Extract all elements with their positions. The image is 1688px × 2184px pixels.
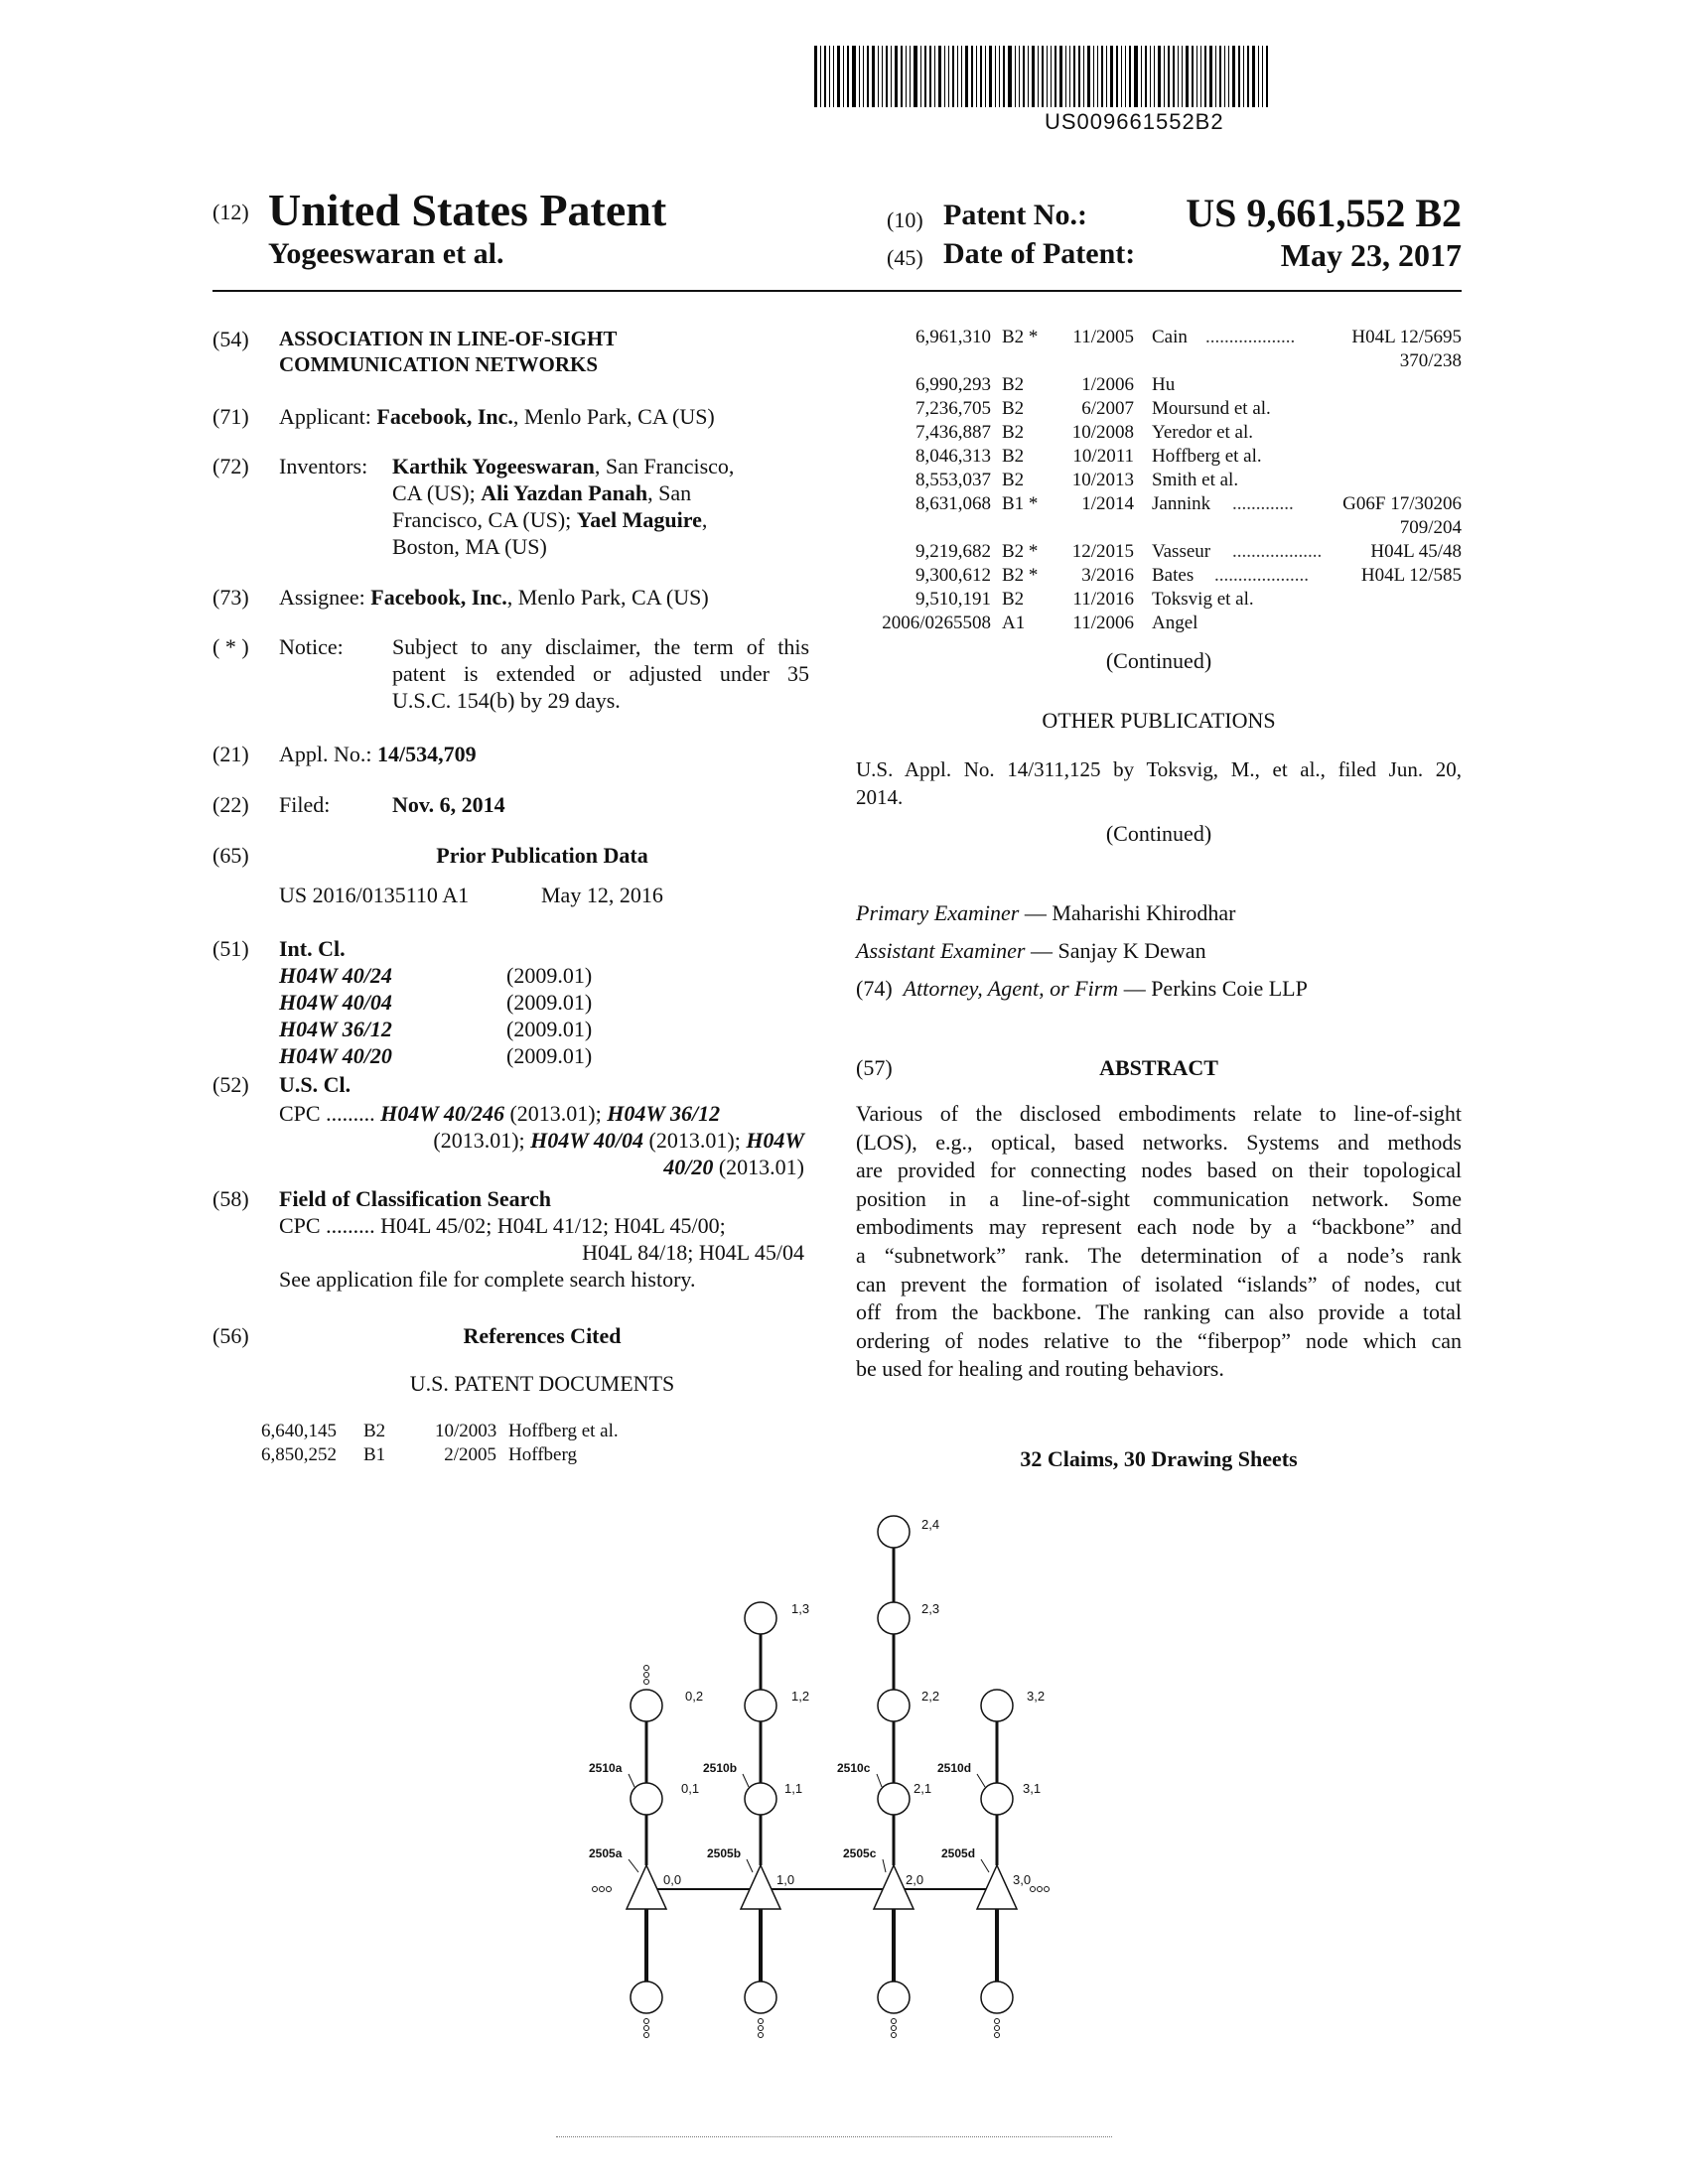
ref-kind: B2	[1002, 470, 1025, 490]
node-label: 2,0	[906, 1872, 924, 1887]
node-circle	[981, 1783, 1013, 1815]
ref-name: Moursund et al.	[1152, 398, 1271, 419]
node-label: 3,2	[1027, 1689, 1046, 1704]
other-pubs-heading: OTHER PUBLICATIONS	[1042, 708, 1276, 733]
node-circle	[981, 1981, 1013, 2013]
ref-kind: B2	[363, 1421, 386, 1441]
ellipsis-dot	[644, 1673, 649, 1678]
int-cl-class: H04W 40/04	[279, 990, 392, 1015]
node-label: 2,4	[921, 1517, 940, 1532]
applicant-name: Facebook, Inc.	[376, 404, 513, 429]
ellipsis-dot	[892, 2026, 897, 2031]
ref-class: G06F 17/30206	[1342, 493, 1462, 514]
int-cl-version: (2009.01)	[506, 990, 593, 1015]
ref-date: 12/2015	[1071, 541, 1134, 562]
node-circle	[745, 1690, 776, 1721]
node-circle	[878, 1783, 910, 1815]
abstract-line: (LOS), e.g., optical, based networks. Systems and methods	[856, 1129, 1462, 1155]
title-code: (54)	[212, 327, 249, 351]
refs-heading: References Cited	[463, 1323, 622, 1348]
ref-date: 2/2005	[444, 1444, 496, 1465]
inventor-short: Yogeeswaran et al.	[268, 237, 504, 270]
node-circle	[745, 1783, 776, 1815]
ref-name: Jannink	[1152, 493, 1211, 514]
ref-kind: B2	[1002, 446, 1025, 467]
abstract-code: (57)	[856, 1055, 893, 1080]
abstract-line: can prevent the formation of isolated “islands” of nodes, cut	[856, 1271, 1462, 1297]
ref-kind: B2 *	[1002, 565, 1039, 586]
ref-number: 7,436,887	[915, 422, 991, 443]
ref-class-secondary: 709/204	[1399, 517, 1462, 538]
field-heading: Field of Classification Search	[279, 1186, 551, 1211]
int-cl-heading: Int. Cl.	[279, 936, 346, 961]
application-number: Appl. No.: 14/534,709	[279, 742, 477, 766]
ref-kind: B2 *	[1002, 327, 1039, 347]
filed-code: (22)	[212, 792, 249, 817]
ref-date: 10/2013	[1071, 470, 1134, 490]
abstract-line: be used for healing and routing behaviors.	[856, 1356, 1224, 1382]
int-cl-code: (51)	[212, 936, 249, 961]
reference-numeral: 2505c	[843, 1846, 877, 1860]
abstract-line: embodiments may represent each node by a “backbone” and	[856, 1214, 1462, 1240]
leader-line	[977, 1774, 985, 1787]
abstract-line: a “subnetwork” rank. The determination of a node’s rank	[856, 1243, 1462, 1268]
patent-type-title: United States Patent	[268, 185, 667, 235]
ref-name: Hoffberg et al.	[508, 1421, 619, 1441]
ref-number: 9,219,682	[915, 541, 991, 562]
ref-date: 1/2014	[1081, 493, 1134, 514]
ellipsis-dot	[600, 1887, 605, 1892]
invention-title-line1: ASSOCIATION IN LINE-OF-SIGHT	[279, 327, 618, 350]
ref-kind: B2	[1002, 422, 1025, 443]
field-cpc-line1: CPC ......... H04L 45/02; H04L 41/12; H04L 45/00;	[279, 1213, 726, 1238]
ref-number: 6,850,252	[261, 1444, 337, 1465]
reference-numeral: 2510b	[703, 1761, 738, 1775]
ref-number: 2006/0265508	[882, 613, 991, 633]
abstract-line: position in a line-of-sight communication network. Some	[856, 1185, 1462, 1211]
ref-date: 10/2011	[1072, 446, 1134, 467]
reference-numeral: 2505d	[941, 1846, 976, 1860]
ref-kind: B2	[1002, 589, 1025, 610]
ellipsis-dot	[892, 2019, 897, 2024]
ref-date: 10/2008	[1071, 422, 1134, 443]
node-circle	[878, 1981, 910, 2013]
node-label: 1,3	[791, 1601, 810, 1616]
ellipsis-dot	[644, 2026, 649, 2031]
node-circle	[631, 1690, 662, 1721]
us-cl-heading: U.S. Cl.	[279, 1072, 352, 1097]
node-label: 0,1	[681, 1781, 700, 1796]
us-docs-heading: U.S. PATENT DOCUMENTS	[409, 1371, 675, 1396]
inventors-code: (72)	[212, 454, 249, 478]
abstract-line: ordering of nodes relative to the “fiberpop” node which can	[856, 1327, 1462, 1353]
invention-title-line2: COMMUNICATION NETWORKS	[279, 352, 599, 376]
inventors-line4: Boston, MA (US)	[392, 534, 547, 559]
node-circle	[878, 1602, 910, 1634]
notice-line2: patent is extended or adjusted under 35	[392, 661, 809, 686]
us-cl-cpc-line1: CPC ......... H04W 40/246 (2013.01); H04W 36/12	[279, 1101, 721, 1126]
filed-date: Nov. 6, 2014	[392, 792, 505, 817]
ref-name: Hoffberg et al.	[1152, 446, 1262, 467]
ref-name: Hu	[1152, 374, 1176, 395]
ref-name: Cain	[1152, 327, 1188, 347]
reference-numeral: 2505a	[589, 1846, 623, 1860]
us-cl-code: (52)	[212, 1072, 249, 1097]
node-label: 2,3	[921, 1601, 940, 1616]
ref-number: 8,553,037	[915, 470, 991, 490]
us-cl-cpc-line2: (2013.01); H04W 40/04 (2013.01); H04W	[433, 1128, 804, 1153]
field-see: See application file for complete search history.	[279, 1267, 696, 1292]
ellipsis-dot	[759, 2019, 764, 2024]
ellipsis-dot	[593, 1887, 598, 1892]
ellipsis-dot	[607, 1887, 612, 1892]
filed-label: Filed:	[279, 792, 331, 817]
notice-line3: U.S.C. 154(b) by 29 days.	[392, 688, 621, 713]
ref-date: 1/2006	[1081, 374, 1134, 395]
ref-name: Hoffberg	[508, 1444, 577, 1465]
ellipsis-dot	[995, 2033, 1000, 2038]
node-circle	[981, 1690, 1013, 1721]
notice-code: ( * )	[212, 634, 249, 659]
ref-number: 9,510,191	[915, 589, 991, 610]
ref-kind: B2	[1002, 398, 1025, 419]
continued-pubs: (Continued)	[1105, 821, 1212, 846]
primary-examiner: Primary Examiner — Maharishi Khirodhar	[856, 900, 1236, 925]
other-pub-line1: U.S. Appl. No. 14/311,125 by Toksvig, M., et al., filed Jun. 20,	[856, 757, 1462, 781]
patent-no-code: (10)	[887, 207, 923, 232]
ellipsis-dot	[644, 2033, 649, 2038]
ref-kind: B2 *	[1002, 541, 1039, 562]
prior-pub-number: US 2016/0135110 A1	[279, 883, 470, 907]
reference-numeral: 2510a	[589, 1761, 623, 1775]
ref-date: 6/2007	[1081, 398, 1134, 419]
inventors-label: Inventors:	[279, 454, 368, 478]
node-label: 2,2	[921, 1689, 940, 1704]
node-circle	[745, 1602, 776, 1634]
ref-number: 6,640,145	[261, 1421, 337, 1441]
ref-kind: A1	[1002, 613, 1026, 633]
int-cl-class: H04W 40/24	[279, 963, 392, 988]
ref-date: 11/2005	[1072, 327, 1134, 347]
ref-kind: B2	[1002, 374, 1025, 395]
ref-number: 8,046,313	[915, 446, 991, 467]
backbone-node-triangle	[741, 1865, 780, 1909]
backbone-node-triangle	[627, 1865, 666, 1909]
leader-line	[981, 1859, 989, 1872]
leader-line	[629, 1859, 638, 1872]
field-code: (58)	[212, 1186, 249, 1211]
ref-number: 6,961,310	[915, 327, 991, 347]
node-label: 1,2	[791, 1689, 810, 1704]
ellipsis-dot	[759, 2033, 764, 2038]
int-cl-class: H04W 36/12	[279, 1017, 392, 1041]
reference-numeral: 2505b	[707, 1846, 742, 1860]
ref-number: 7,236,705	[915, 398, 991, 419]
field-cpc-line2: H04L 84/18; H04L 45/04	[582, 1240, 804, 1265]
date-of-patent: May 23, 2017	[1280, 237, 1462, 273]
ref-number: 6,990,293	[915, 374, 991, 395]
ref-name: Yeredor et al.	[1152, 422, 1254, 443]
applicant-code: (71)	[212, 404, 249, 429]
leader-line	[629, 1774, 634, 1787]
node-label: 0,2	[685, 1689, 704, 1704]
ref-date: 11/2016	[1072, 589, 1134, 610]
int-cl-version: (2009.01)	[506, 1043, 593, 1068]
leader-line	[883, 1859, 886, 1872]
node-circle	[745, 1981, 776, 2013]
ref-number: 8,631,068	[915, 493, 991, 514]
type-code: (12)	[212, 200, 249, 224]
ref-name: Toksvig et al.	[1152, 589, 1254, 610]
ref-name: Angel	[1152, 613, 1198, 633]
ref-date: 10/2003	[435, 1421, 497, 1441]
ellipsis-dot	[995, 2019, 1000, 2024]
ref-name: Bates	[1152, 565, 1195, 586]
reference-numeral: 2510d	[937, 1761, 972, 1775]
patent-no-label: Patent No.:	[943, 199, 1087, 231]
abstract-line: off from the backbone. The ranking can also provide a total	[856, 1299, 1462, 1325]
date-label: Date of Patent:	[943, 237, 1136, 270]
ref-number: 9,300,612	[915, 565, 991, 586]
leader-line	[877, 1774, 882, 1787]
ellipsis-dot	[644, 2019, 649, 2024]
prior-pub-code: (65)	[212, 843, 249, 868]
inventors-line2: CA (US); Ali Yazdan Panah, San	[392, 480, 692, 505]
prior-pub-heading: Prior Publication Data	[436, 843, 648, 868]
date-code: (45)	[887, 245, 923, 270]
attorney: (74) Attorney, Agent, or Firm — Perkins Coie LLP	[856, 976, 1308, 1001]
abstract-line: are provided for connecting nodes based on their topological	[856, 1158, 1462, 1183]
int-cl-version: (2009.01)	[506, 963, 593, 988]
assignee: Assignee: Facebook, Inc., Menlo Park, CA (US)	[279, 585, 709, 610]
continued-refs: (Continued)	[1105, 648, 1212, 673]
ellipsis-dot	[1038, 1887, 1043, 1892]
appl-code: (21)	[212, 742, 249, 766]
document-number: US009661552B2	[1045, 109, 1224, 134]
node-circle	[631, 1783, 662, 1815]
ellipsis-dot	[644, 1666, 649, 1671]
ref-leader-dots: ...................	[1232, 541, 1323, 562]
node-label: 3,0	[1013, 1872, 1032, 1887]
ref-leader-dots: ....................	[1214, 565, 1309, 586]
ellipsis-dot	[995, 2026, 1000, 2031]
ref-class-secondary: 370/238	[1399, 350, 1462, 371]
ellipsis-dot	[759, 2026, 764, 2031]
ref-class: H04L 12/585	[1360, 565, 1462, 586]
ref-name: Smith et al.	[1152, 470, 1239, 490]
abstract-heading: ABSTRACT	[1099, 1055, 1218, 1080]
other-pub-line2: 2014.	[856, 785, 904, 809]
ellipsis-dot	[1045, 1887, 1050, 1892]
node-circle	[631, 1981, 662, 2013]
prior-pub-date: May 12, 2016	[541, 883, 663, 907]
node-circle	[878, 1516, 910, 1548]
notice-label: Notice:	[279, 634, 344, 659]
int-cl-class: H04W 40/20	[279, 1043, 392, 1068]
applicant: Applicant: Facebook, Inc., Menlo Park, CA (US)	[279, 404, 715, 429]
inventors-line3: Francisco, CA (US); Yael Maguire,	[392, 507, 708, 532]
node-label: 0,0	[663, 1872, 682, 1887]
ref-kind: B1	[363, 1444, 386, 1465]
assistant-examiner: Assistant Examiner — Sanjay K Dewan	[856, 938, 1206, 963]
leader-line	[743, 1774, 749, 1787]
assignee-code: (73)	[212, 585, 249, 610]
node-label: 1,1	[784, 1781, 803, 1796]
us-cl-cpc-line3: 40/20 (2013.01)	[663, 1155, 804, 1179]
ref-kind: B1 *	[1002, 493, 1039, 514]
node-label: 3,1	[1023, 1781, 1042, 1796]
ellipsis-dot	[1031, 1887, 1036, 1892]
node-label: 1,0	[776, 1872, 795, 1887]
ref-leader-dots: ...................	[1205, 327, 1296, 347]
ref-date: 11/2006	[1072, 613, 1134, 633]
reference-numeral: 2510c	[837, 1761, 871, 1775]
node-label: 2,1	[914, 1781, 932, 1796]
claims-summary: 32 Claims, 30 Drawing Sheets	[1020, 1446, 1298, 1471]
notice-line1: Subject to any disclaimer, the term of this	[392, 634, 809, 659]
leader-line	[747, 1859, 753, 1872]
bottom-rule	[556, 2136, 1112, 2137]
int-cl-version: (2009.01)	[506, 1017, 593, 1041]
ref-class: H04L 12/5695	[1351, 327, 1462, 347]
abstract-line: Various of the disclosed embodiments relate to line-of-sight	[856, 1101, 1462, 1126]
inventors-line1: Karthik Yogeeswaran, San Francisco,	[392, 454, 735, 478]
ellipsis-dot	[644, 1680, 649, 1685]
ref-leader-dots: .............	[1232, 493, 1294, 514]
ref-date: 3/2016	[1081, 565, 1134, 586]
ref-name: Vasseur	[1152, 541, 1211, 562]
patent-number: US 9,661,552 B2	[1186, 191, 1462, 235]
backbone-node-triangle	[977, 1865, 1017, 1909]
refs-code: (56)	[212, 1323, 249, 1348]
ellipsis-dot	[892, 2033, 897, 2038]
ref-class: H04L 45/48	[1370, 541, 1462, 562]
node-circle	[878, 1690, 910, 1721]
